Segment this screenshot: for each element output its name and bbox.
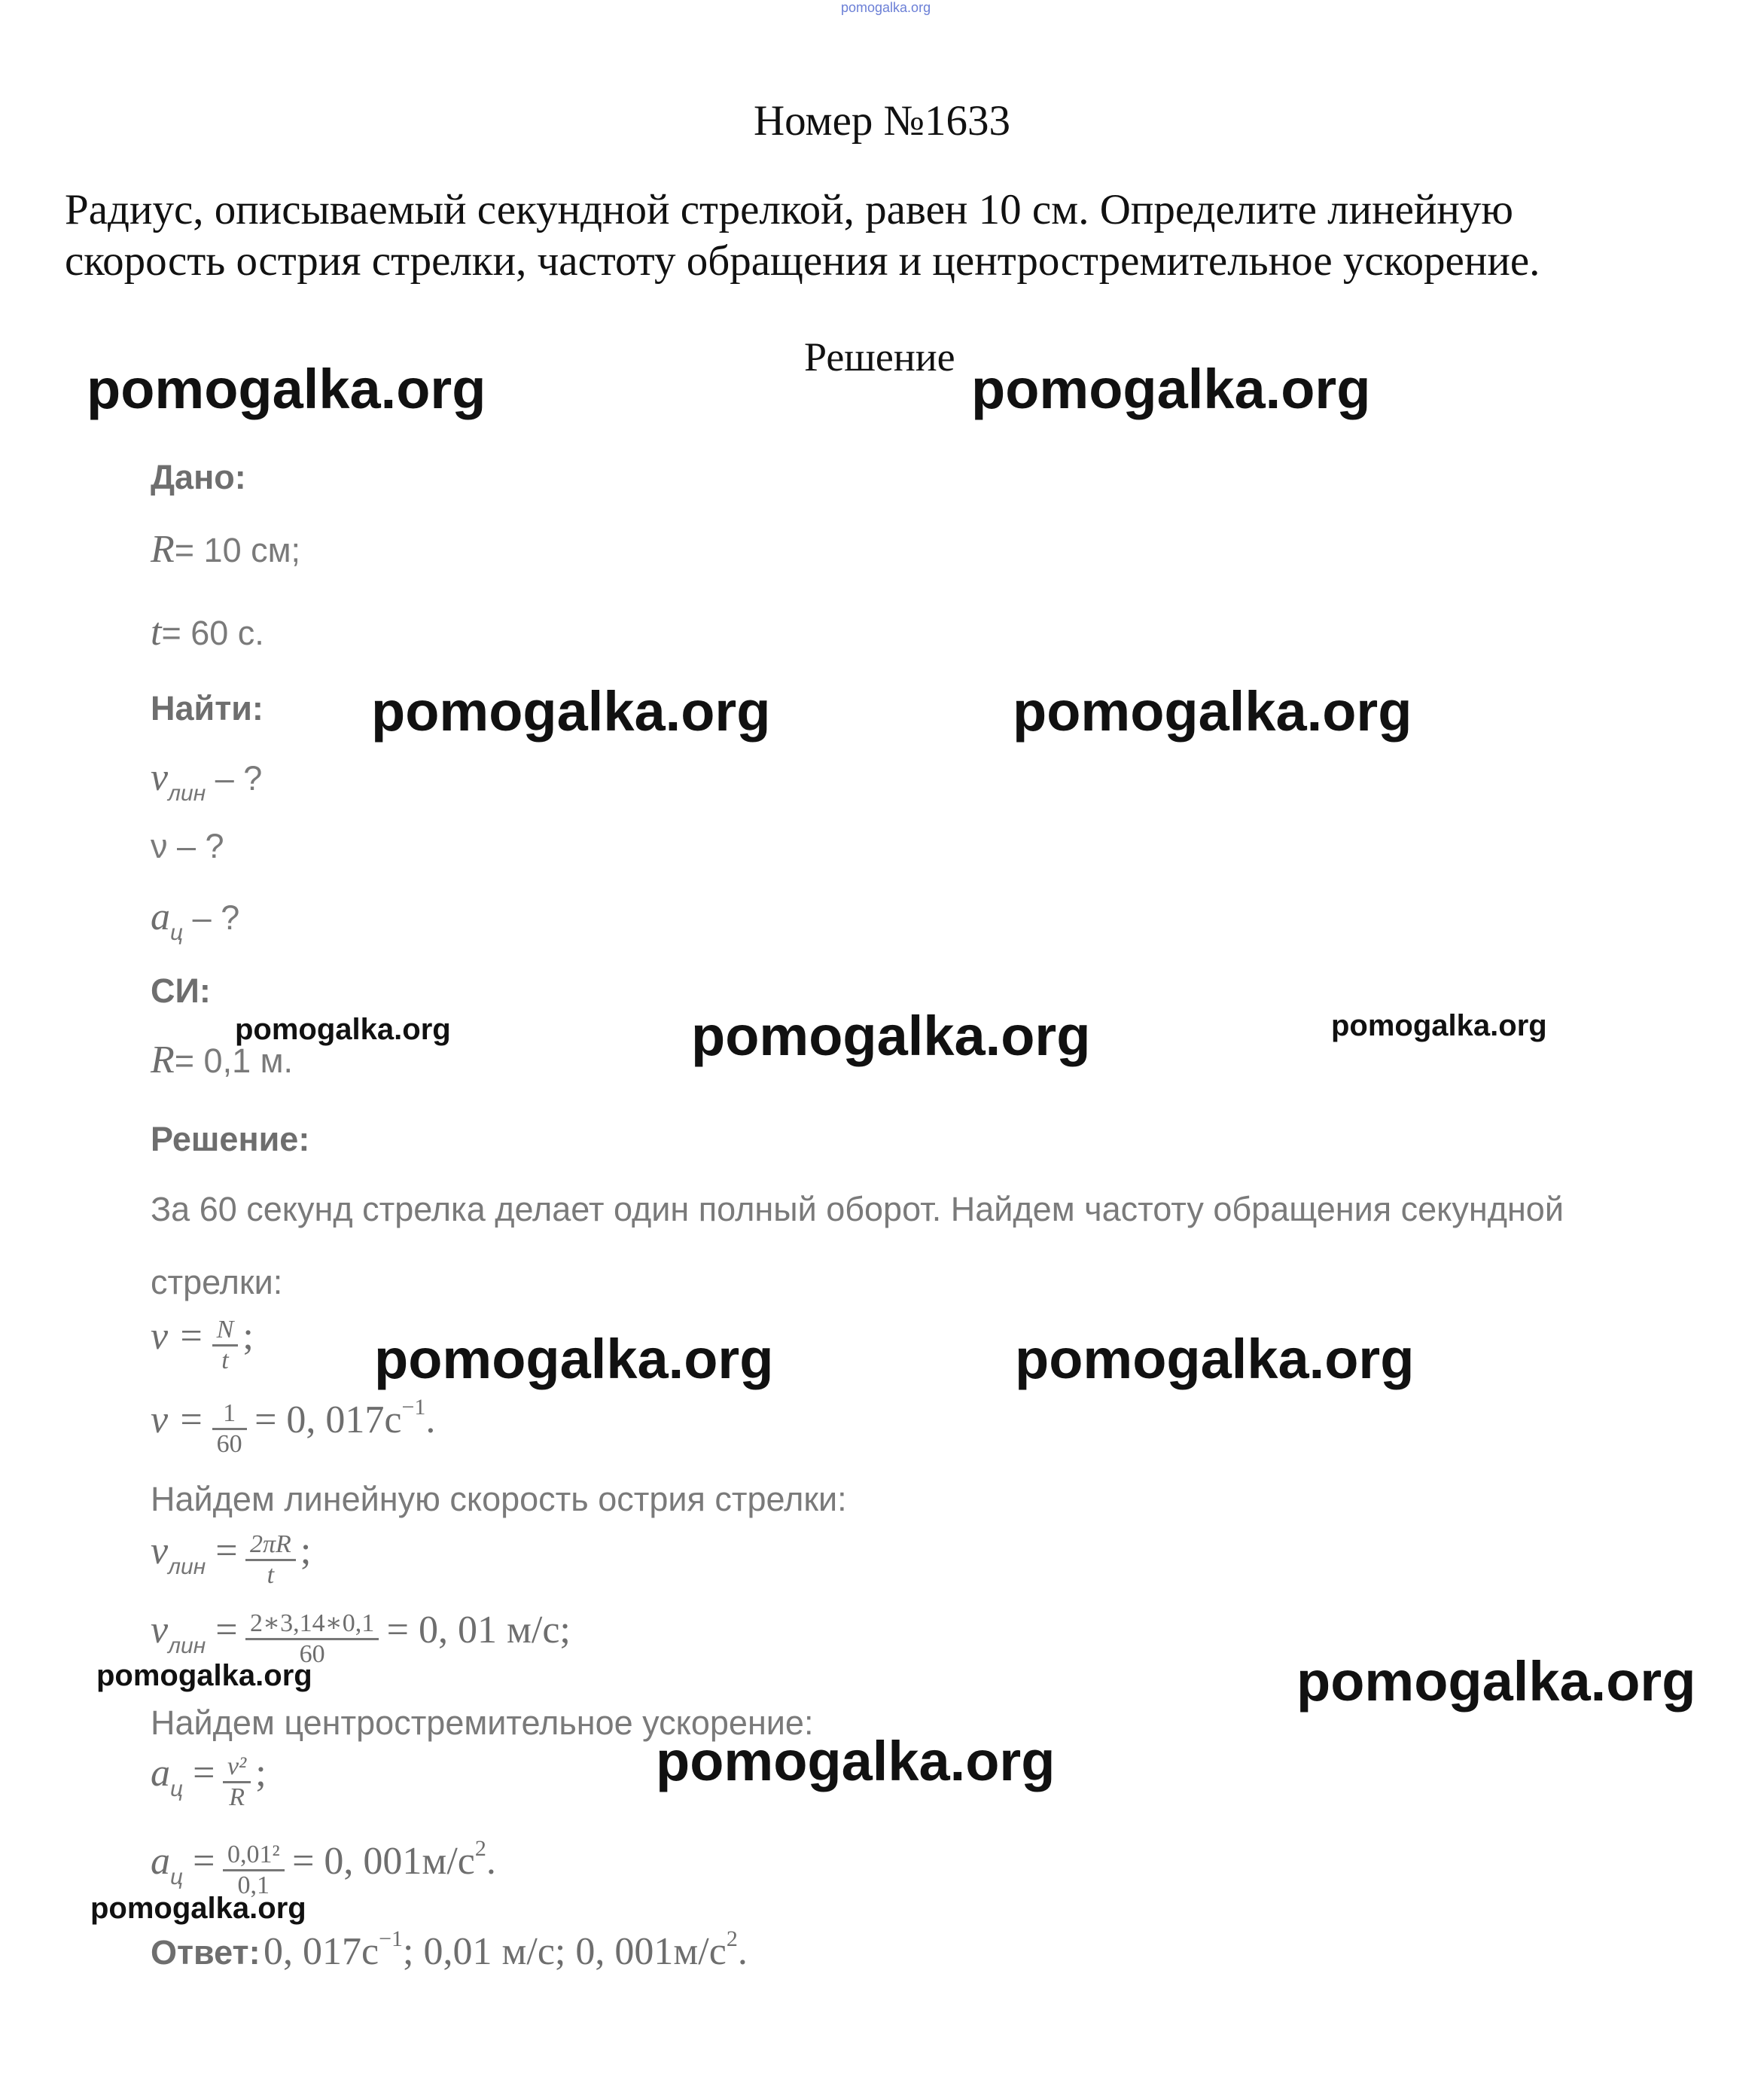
fraction-den: R — [229, 1783, 245, 1812]
formula-sup: 2 — [474, 1836, 486, 1861]
formula-end: ; — [242, 1315, 254, 1358]
fraction-den: t — [221, 1347, 229, 1375]
formula-var: v — [151, 1530, 169, 1572]
formula-eq: = — [206, 1530, 238, 1572]
formula-rhs: = 0, 01 м/с; — [386, 1609, 571, 1652]
solution-heading: Решение — [804, 334, 955, 380]
fraction — [223, 1752, 251, 1812]
answer — [151, 1926, 748, 1974]
watermark: pomogalka.org — [371, 680, 771, 743]
answer-acceleration-sup: 2 — [726, 1926, 738, 1951]
formula-frequency-def — [151, 1314, 254, 1375]
formula-sup: −1 — [401, 1395, 426, 1420]
solution-text-2: Найдем линейную скорость острия стрелки: — [151, 1480, 847, 1518]
fraction-num: v² — [223, 1752, 251, 1783]
find-velocity — [151, 755, 262, 807]
formula-eq: = — [183, 1840, 215, 1883]
given-radius — [151, 527, 300, 572]
formula-end: ; — [300, 1530, 312, 1572]
answer-velocity: ; 0,01 м/с; — [403, 1930, 576, 1973]
given-time — [151, 610, 264, 654]
solution-text-1a: За 60 секунд стрелка делает один полный оборот. Найдем частоту обращения секундной — [151, 1190, 1564, 1228]
formula-velocity-def — [151, 1529, 311, 1590]
watermark: pomogalka.org — [1296, 1650, 1696, 1713]
watermark: pomogalka.org — [971, 358, 1371, 420]
fraction-den: 0,1 — [237, 1871, 270, 1900]
fraction — [212, 1316, 239, 1375]
find-velocity-q: – ? — [206, 759, 263, 798]
fraction-num: 2∗3,14∗0,1 — [245, 1609, 379, 1640]
find-frequency: ν – ? — [151, 827, 224, 865]
find-acceleration-q: – ? — [183, 898, 240, 937]
answer-label: Ответ: — [151, 1933, 260, 1972]
formula-sub: лин — [168, 1554, 206, 1579]
fraction-den: 60 — [216, 1430, 242, 1459]
formula-acceleration-value — [151, 1836, 496, 1900]
given-radius-var: R — [151, 528, 175, 571]
fraction-num: 0,01² — [223, 1841, 285, 1871]
fraction — [245, 1530, 296, 1590]
si-radius-var: R — [151, 1039, 175, 1081]
watermark: pomogalka.org — [374, 1328, 774, 1390]
answer-end: . — [737, 1930, 748, 1973]
watermark: pomogalka.org — [90, 1892, 306, 1925]
formula-acceleration-def — [151, 1751, 267, 1812]
given-radius-value: = 10 см; — [174, 531, 301, 569]
solution-text-1b: стрелки: — [151, 1263, 283, 1301]
watermark: pomogalka.org — [1331, 1009, 1547, 1042]
watermark: pomogalka.org — [656, 1730, 1056, 1792]
formula-lhs: ν = — [151, 1315, 205, 1358]
formula-lhs: ν = — [151, 1398, 205, 1441]
formula-var: a — [151, 1752, 170, 1795]
fraction — [212, 1399, 247, 1459]
problem-line-2: скорость острия стрелки, частоту обращения и центростремительное ускорение. — [65, 237, 1540, 285]
answer-frequency-sup: −1 — [379, 1926, 404, 1951]
watermark: pomogalka.org — [1015, 1328, 1415, 1390]
formula-eq: = — [206, 1609, 238, 1652]
formula-var: v — [151, 1609, 169, 1652]
fraction-den: 60 — [299, 1640, 325, 1669]
answer-frequency: 0, 017с — [264, 1930, 379, 1973]
fraction-num: 1 — [212, 1399, 247, 1430]
fraction-den: t — [267, 1561, 275, 1590]
formula-sub: ц — [170, 1865, 184, 1889]
problem-statement — [65, 185, 1721, 287]
watermark: pomogalka.org — [87, 358, 486, 420]
formula-rhs: = 0, 017с — [254, 1398, 402, 1441]
watermark: pomogalka.org — [96, 1659, 312, 1692]
find-acceleration-sub: ц — [170, 920, 184, 945]
given-label: Дано: — [151, 458, 246, 496]
formula-end: ; — [255, 1752, 267, 1795]
si-radius-value: = 0,1 м. — [174, 1042, 294, 1080]
formula-eq: = — [183, 1752, 215, 1795]
formula-sub: ц — [170, 1777, 184, 1801]
find-velocity-var: v — [151, 756, 169, 799]
find-acceleration — [151, 895, 239, 946]
find-velocity-sub: лин — [168, 781, 206, 806]
site-link[interactable]: pomogalka.org — [841, 0, 931, 15]
fraction-num: N — [212, 1316, 239, 1347]
formula-var: a — [151, 1840, 170, 1883]
given-time-var: t — [151, 611, 162, 654]
watermark: pomogalka.org — [691, 1005, 1091, 1067]
page-title: Номер №1633 — [753, 97, 1011, 145]
answer-acceleration: 0, 001м/с — [575, 1930, 727, 1973]
formula-end: . — [425, 1398, 436, 1441]
find-label: Найти: — [151, 689, 264, 727]
fraction-num: 2πR — [245, 1530, 296, 1561]
given-time-value: = 60 с. — [161, 614, 264, 652]
formula-sub: лин — [168, 1633, 206, 1658]
watermark: pomogalka.org — [1013, 680, 1412, 743]
solution-text-3: Найдем центростремительное ускорение: — [151, 1703, 814, 1742]
formula-rhs: = 0, 001м/с — [292, 1840, 475, 1883]
formula-frequency-value — [151, 1395, 435, 1459]
formula-end: . — [486, 1840, 496, 1883]
solution-label: Решение: — [151, 1120, 310, 1158]
find-acceleration-var: a — [151, 895, 170, 938]
watermark: pomogalka.org — [235, 1013, 451, 1046]
si-label: СИ: — [151, 971, 211, 1010]
problem-line-1: Радиус, описываемый секундной стрелкой, равен 10 см. Определите линейную — [65, 186, 1514, 233]
